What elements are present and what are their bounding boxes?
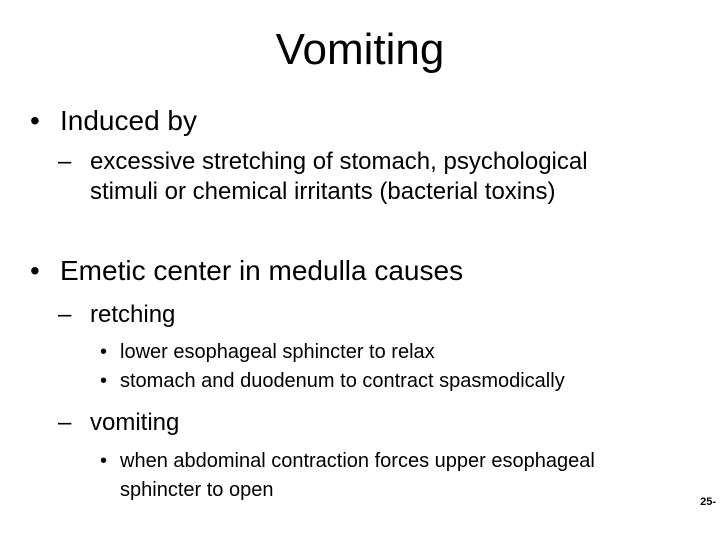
slide-number: 25- [700,496,716,508]
bullet-text: Induced by [60,105,197,136]
bullet-text: Emetic center in medulla causes [60,255,464,286]
bullet-item [30,254,710,288]
bullet-icon: • [100,341,108,363]
bullet-icon: • [30,105,40,136]
sub-sub-bullet-item [100,367,715,396]
sub-sub-bullet-text: lower esophageal sphincter to relax [120,341,435,363]
sub-bullet-item [58,300,658,330]
bullet-item [30,104,710,138]
bullet-icon: • [100,450,108,472]
sub-bullet-item [58,147,658,207]
sub-bullet-text: retching [90,301,176,328]
sub-bullet-text: excessive stretching of stomach, psychological stimuli or chemical irritants (bacterial toxins) [90,148,588,205]
sub-sub-bullet-item [100,338,715,367]
sub-sub-bullet-item [100,447,620,505]
sub-bullet-item [58,408,658,438]
sub-sub-bullet-text: when abdominal contraction forces upper esophageal sphincter to open [120,450,595,501]
dash-icon: – [58,409,72,436]
dash-icon: – [58,148,72,175]
sub-bullet-text: vomiting [90,409,180,436]
slide-title: Vomiting [275,25,445,74]
dash-icon: – [58,301,72,328]
sub-sub-bullet-text: stomach and duodenum to contract spasmodically [120,370,565,392]
bullet-icon: • [30,255,40,286]
bullet-icon: • [100,370,108,392]
